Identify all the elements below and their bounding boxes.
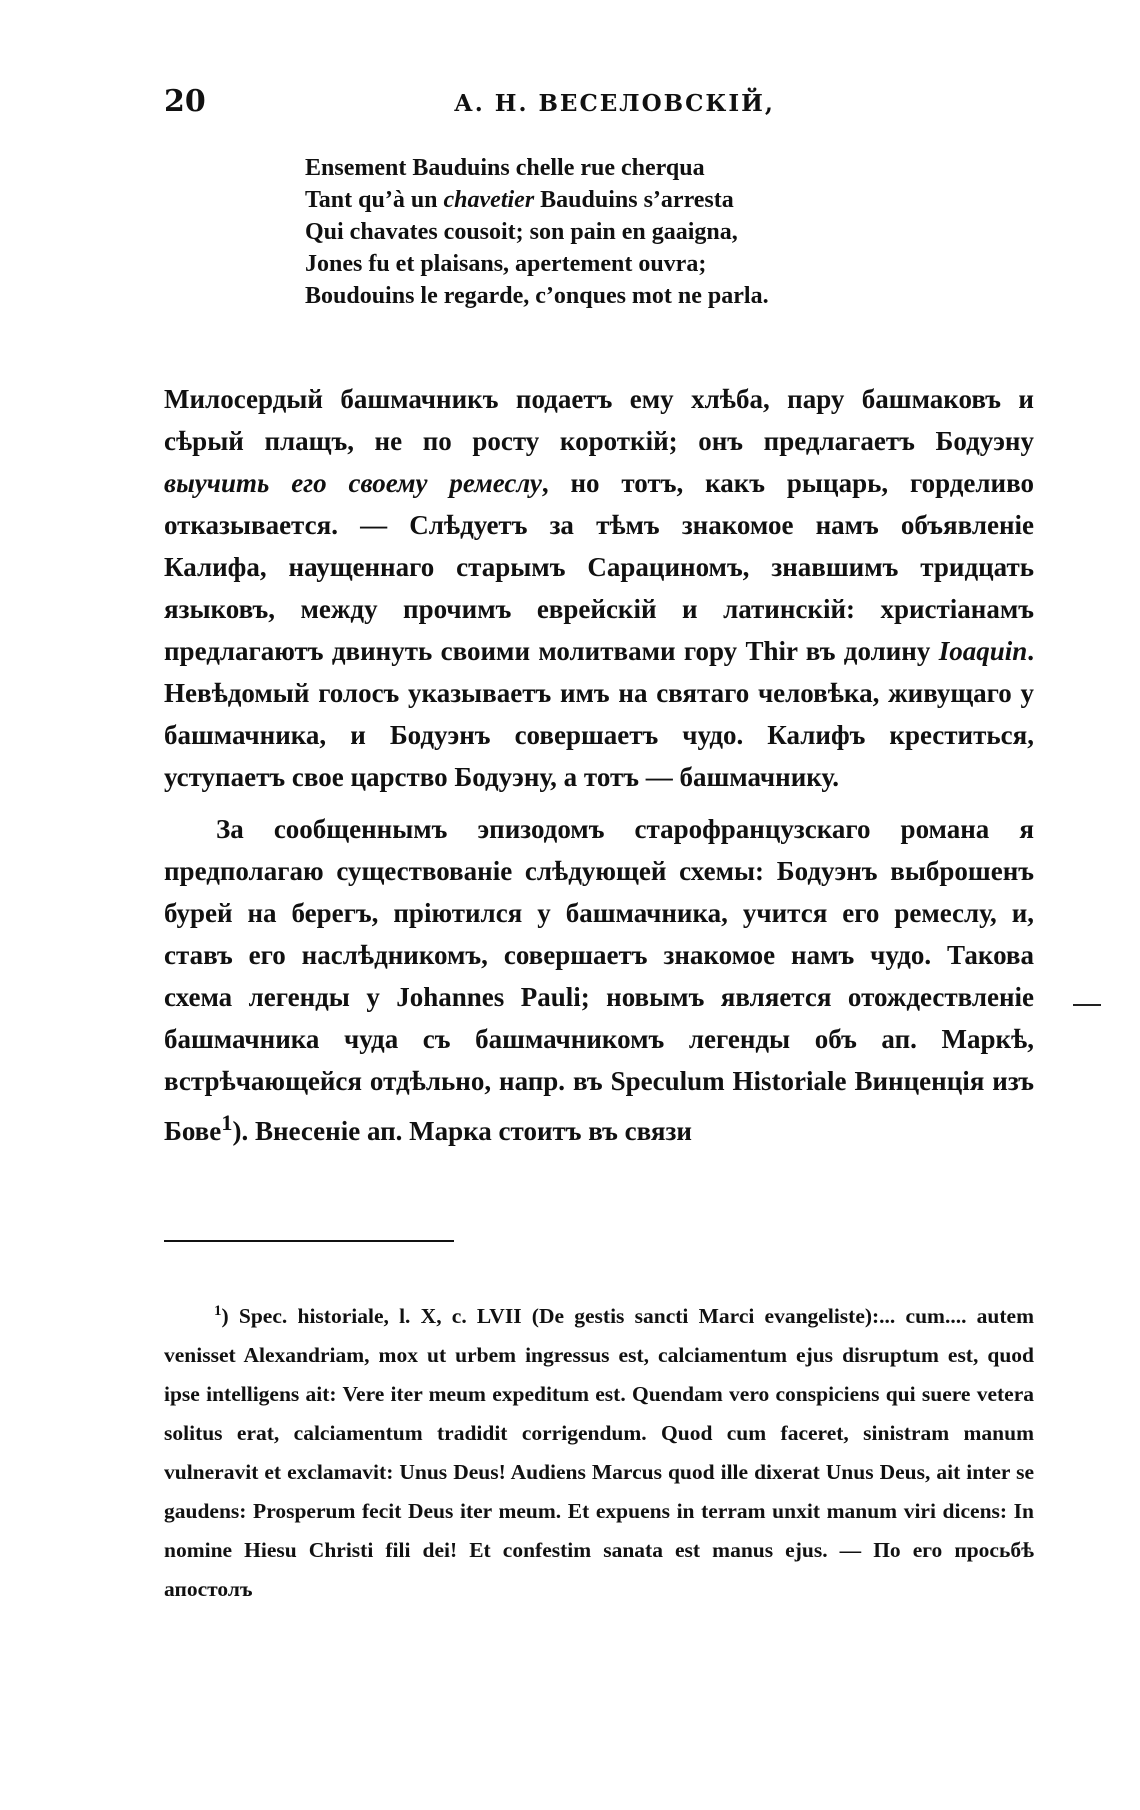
paragraph-text: Милосердый башмачникъ подаетъ ему хлѣба, пару башмаковъ и сѣрый плащъ, не по росту короткій; онъ предлагаетъ Бодуэну [164,384,1034,456]
paragraph-2 [164,808,1034,1152]
italic-phrase: выучить его своему ремеслу [164,468,542,498]
paragraph-1 [164,378,1034,798]
paragraph-text: ). Внесеніе ап. Марка стоитъ въ связи [232,1116,692,1146]
page-number: 20 [164,84,206,119]
verse-quotation [305,152,955,312]
verse-text: Bauduins s’arresta [534,187,734,213]
footnote [164,1292,1034,1609]
verse-text: Tant qu’à un [305,187,444,213]
page-header [164,84,1034,124]
verse-line: Jones fu et plaisans, apertement ouvra; [305,251,707,277]
footnote-marker: 1 [214,1303,222,1319]
footnote-reference: 1 [221,1110,233,1135]
margin-mark [1073,1004,1101,1006]
verse-line: Boudouins le regarde, c’onques mot ne parla. [305,283,769,309]
verse-line [305,184,955,216]
running-head: А. Н. ВЕСЕЛОВСКІЙ, [454,90,775,117]
main-text [164,378,1034,1162]
paragraph-text: За сообщеннымъ эпизодомъ старофранцузскаго романа я предполагаю существованіе слѣдующей схемы: Бодуэнъ выброшенъ бурей на берегъ, пріютился у башмачника, учится его ремеслу, и, ставъ его наслѣдникомъ, совершаетъ знакомое намъ чудо. Такова схема легенды у Johannes Pauli; новымъ является отождествленіе башмачника чуда съ башмачникомъ легенды объ ап. Маркѣ, встрѣчающейся отдѣльно, напр. въ Speculum Historiale Винценція изъ Бове [164,814,1034,1146]
footnote-text [164,1292,1034,1609]
verse-line: Ensement Bauduins chelle rue cherqua [305,155,705,181]
footnote-body: ) Spec. historiale, l. X, c. LVII (De gestis sancti Marci evangeliste):... cum.... autem venisset Alexandriam, mox ut urbem ingressus est, calciamentum ejus disruptum est, quod ipse intelligens ait: Vere iter meum expeditum est. Quendam vero conspiciens qui suere vetera solitus erat, calciamentum tradidit corrigendum. Quod cum faceret, sinistram manum vulneravit et exclamavit: Unus Deus! Audiens Marcus quod ille dixerat Unus Deus, ait inter se gaudens: Prosperum fecit Deus iter meum. Et expuens in terram unxit manum viri dicens: In nomine Hiesu Christi fili dei! Et confestim sanata est manus ejus. — По его просьбѣ апостолъ [164,1304,1034,1602]
paragraph-text: . Невѣдомый голосъ указываетъ имъ на святаго человѣка, живущаго у башмачника, и Бодуэнъ совершаетъ чудо. Калифъ креститься, уступаетъ свое царство Бодуэну, а тотъ — башмачнику. [164,636,1034,792]
paragraph-text: , но тотъ, какъ рыцарь, горделиво отказывается. — Слѣдуетъ за тѣмъ знакомое намъ объявленіе Калифа, наущеннаго старымъ Сарациномъ, знавшимъ тридцать языковъ, между прочимъ еврейскій и латинскій: христіанамъ предлагаютъ двинуть своими молитвами гору Thir въ долину [164,468,1034,666]
verse-line: Qui chavates cousoit; son pain en gaaigna, [305,219,738,245]
italic-place-name: Ioaquin [938,636,1028,666]
footnote-divider [164,1240,454,1242]
verse-italic-word: chavetier [443,187,535,213]
